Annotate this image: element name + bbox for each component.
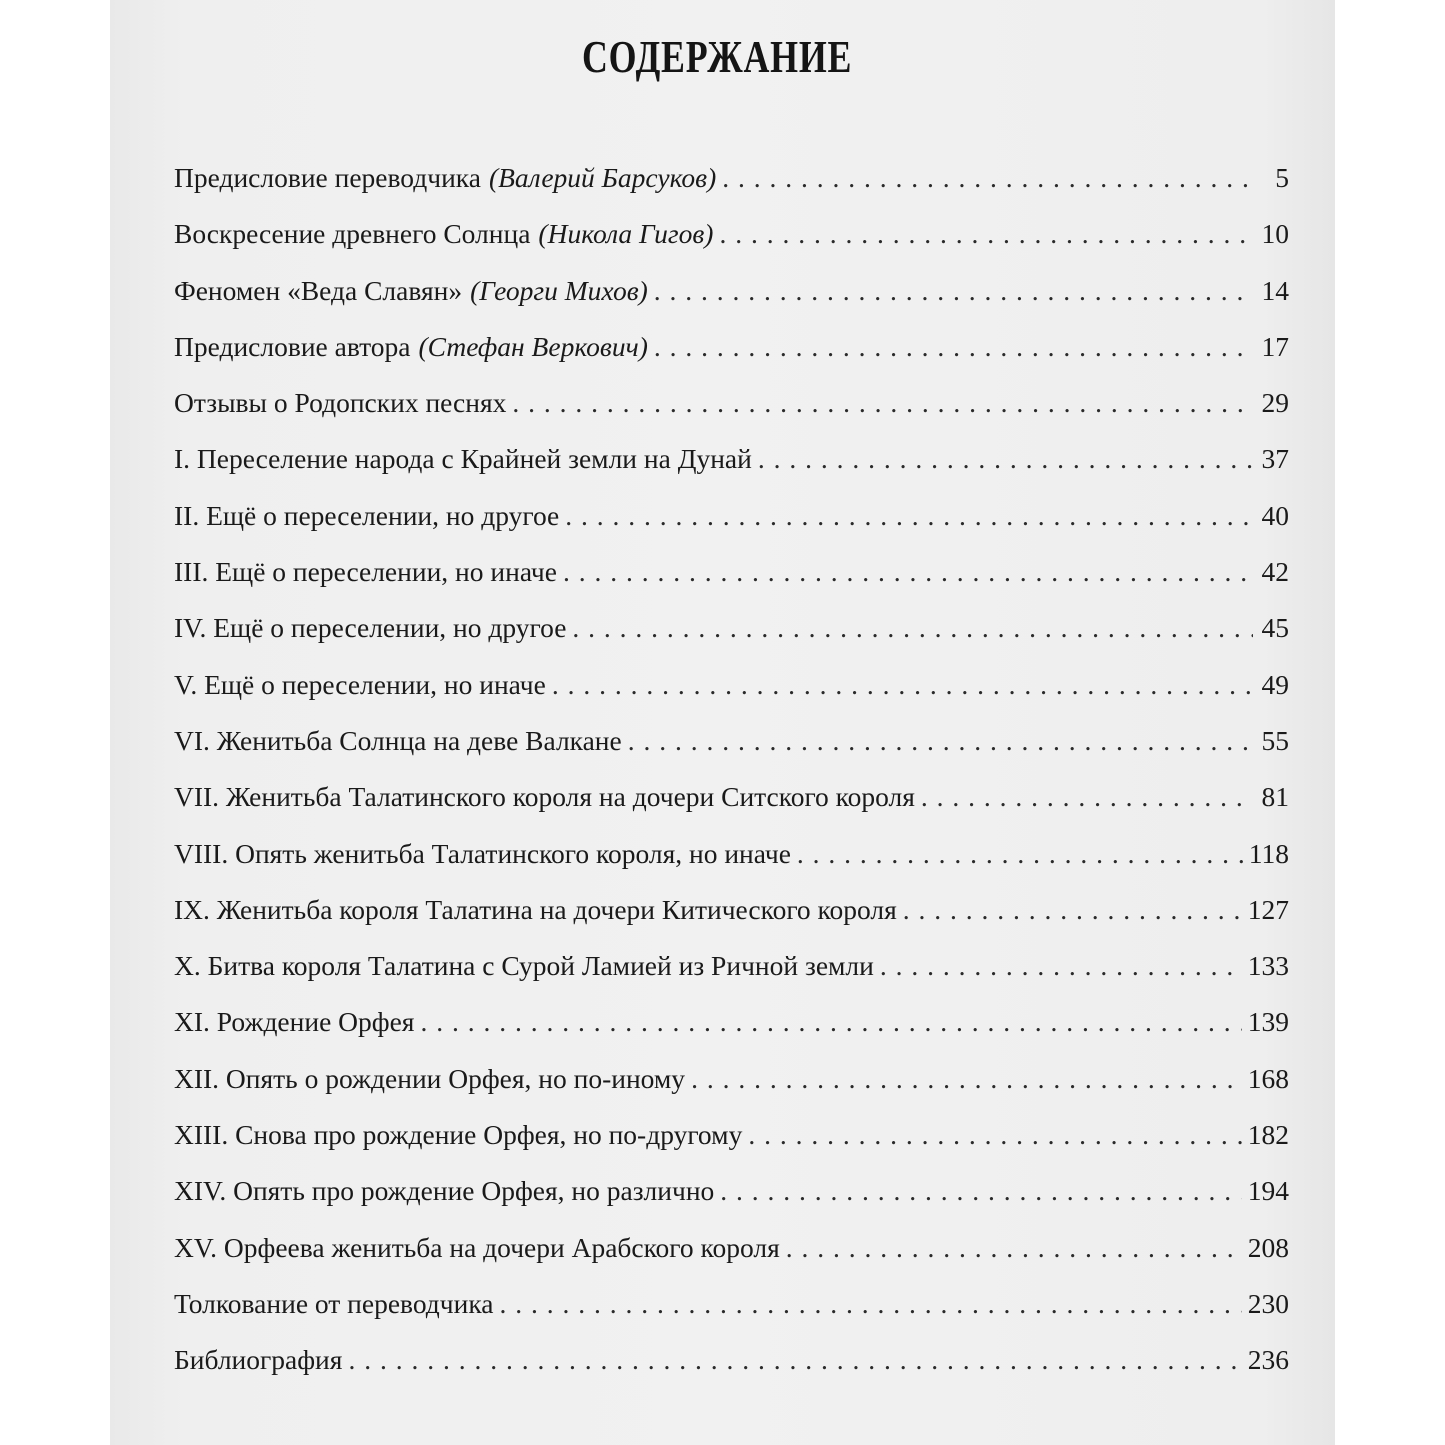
toc-entry-page: 10 (1261, 218, 1289, 250)
dot-leader (654, 275, 1253, 307)
toc-entry-page: 42 (1261, 556, 1289, 588)
table-of-contents (174, 162, 1289, 1401)
toc-entry-title: Библиография (174, 1344, 343, 1376)
toc-entry-translator-preface (174, 162, 1289, 218)
toc-entry-page: 40 (1261, 499, 1289, 531)
toc-entry-title: IV. Ещё о переселении, но другое (174, 612, 567, 644)
toc-entry-page: 127 (1247, 893, 1289, 925)
dot-leader (797, 838, 1243, 870)
dot-leader (722, 162, 1253, 194)
toc-entry-page: 168 (1247, 1062, 1289, 1094)
toc-entry-page: 49 (1261, 668, 1289, 700)
toc-entry-page: 139 (1247, 1006, 1289, 1038)
toc-entry-chapter-11 (174, 1006, 1289, 1062)
dot-leader (565, 500, 1253, 532)
toc-entry-title: XV. Орфеева женитьба на дочери Арабского короля (174, 1231, 780, 1263)
toc-entry-chapter-9 (174, 894, 1289, 950)
toc-entry-title: Предисловие переводчика (174, 162, 481, 193)
dot-leader (880, 950, 1242, 982)
toc-entry-chapter-14 (174, 1175, 1289, 1231)
dot-leader (786, 1232, 1242, 1264)
toc-entry-author: (Стефан Веркович) (418, 330, 648, 362)
toc-entry-title: VII. Женитьба Талатинского короля на дочери Ситского короля (174, 781, 915, 813)
toc-entry-author: (Валерий Барсуков) (488, 162, 717, 193)
toc-entry-reviews (174, 387, 1289, 443)
toc-entry-page: 133 (1247, 950, 1289, 982)
toc-entry-chapter-15 (174, 1232, 1289, 1288)
toc-entry-chapter-12 (174, 1063, 1289, 1119)
toc-entry-author: (Георги Михов) (470, 274, 648, 306)
toc-entry-title: XI. Рождение Орфея (174, 1006, 415, 1038)
dot-leader (758, 443, 1253, 475)
dot-leader (512, 387, 1253, 419)
toc-entry-chapter-7 (174, 781, 1289, 837)
dot-leader (420, 1006, 1241, 1038)
toc-entry-chapter-8 (174, 838, 1289, 894)
page-sheet (110, 0, 1335, 1445)
toc-entry-ancient-sun (174, 218, 1289, 274)
toc-entry-title: II. Ещё о переселении, но другое (174, 499, 560, 531)
toc-entry-chapter-5 (174, 669, 1289, 725)
toc-entry-chapter-4 (174, 612, 1289, 668)
toc-entry-page: 182 (1247, 1119, 1289, 1151)
dot-leader (720, 1175, 1241, 1207)
toc-entry-page: 81 (1261, 781, 1289, 813)
toc-entry-page: 230 (1247, 1287, 1289, 1319)
toc-entry-title: III. Ещё о переселении, но иначе (174, 556, 557, 588)
toc-entry-page: 14 (1261, 274, 1289, 306)
toc-entry-title: X. Битва короля Талатина с Сурой Ламией из Ричной земли (174, 950, 874, 982)
toc-entry-chapter-3 (174, 556, 1289, 612)
toc-entry-page: 118 (1248, 837, 1289, 869)
dot-leader (903, 894, 1242, 926)
dot-leader (719, 218, 1253, 250)
toc-entry-title: IX. Женитьба короля Талатина на дочери Китического короля (174, 893, 897, 925)
toc-entry-page: 5 (1275, 162, 1289, 193)
toc-entry-page: 17 (1261, 330, 1289, 362)
toc-entry-page: 29 (1261, 387, 1289, 419)
dot-leader (572, 612, 1253, 644)
toc-entry-author-preface (174, 331, 1289, 387)
toc-entry-chapter-13 (174, 1119, 1289, 1175)
toc-entry-chapter-10 (174, 950, 1289, 1006)
toc-entry-veda-phenomenon (174, 275, 1289, 331)
toc-entry-title: XIV. Опять про рождение Орфея, но различно (174, 1175, 715, 1207)
toc-entry-title: VIII. Опять женитьба Талатинского короля, но иначе (174, 837, 791, 869)
dot-leader (691, 1063, 1242, 1095)
toc-entry-chapter-2 (174, 500, 1289, 556)
toc-entry-page: 236 (1247, 1344, 1289, 1376)
toc-entry-title: XIII. Снова про рождение Орфея, но по-другому (174, 1119, 743, 1151)
dot-leader (628, 725, 1253, 757)
dot-leader (500, 1288, 1242, 1320)
toc-entry-chapter-1 (174, 443, 1289, 499)
dot-leader (654, 331, 1253, 363)
toc-entry-title: I. Переселение народа с Крайней земли на Дунай (174, 443, 752, 475)
toc-entry-title: V. Ещё о переселении, но иначе (174, 668, 546, 700)
dot-leader (748, 1119, 1241, 1151)
toc-entry-title: VI. Женитьба Солнца на деве Валкане (174, 724, 622, 756)
page-title: СОДЕРЖАНИЕ (581, 31, 853, 82)
toc-entry-page: 208 (1247, 1231, 1289, 1263)
toc-entry-title: Феномен «Веда Славян» (174, 274, 463, 306)
toc-entry-title: Толкование от переводчика (174, 1287, 494, 1319)
toc-entry-page: 55 (1261, 724, 1289, 756)
toc-entry-title: XII. Опять о рождении Орфея, но по-иному (174, 1062, 686, 1094)
toc-entry-commentary (174, 1288, 1289, 1344)
toc-entry-title: Воскресение древнего Солнца (174, 218, 531, 250)
dot-leader (563, 556, 1253, 588)
toc-entry-bibliography (174, 1344, 1289, 1400)
dot-leader (921, 781, 1253, 813)
toc-entry-author: (Никола Гигов) (538, 218, 714, 250)
toc-entry-page: 37 (1261, 443, 1289, 475)
toc-entry-page: 194 (1247, 1175, 1289, 1207)
toc-entry-chapter-6 (174, 725, 1289, 781)
dot-leader (552, 669, 1253, 701)
toc-entry-title: Отзывы о Родопских песнях (174, 387, 507, 419)
toc-entry-page: 45 (1261, 612, 1289, 644)
dot-leader (348, 1344, 1241, 1376)
toc-entry-title: Предисловие автора (174, 330, 411, 362)
